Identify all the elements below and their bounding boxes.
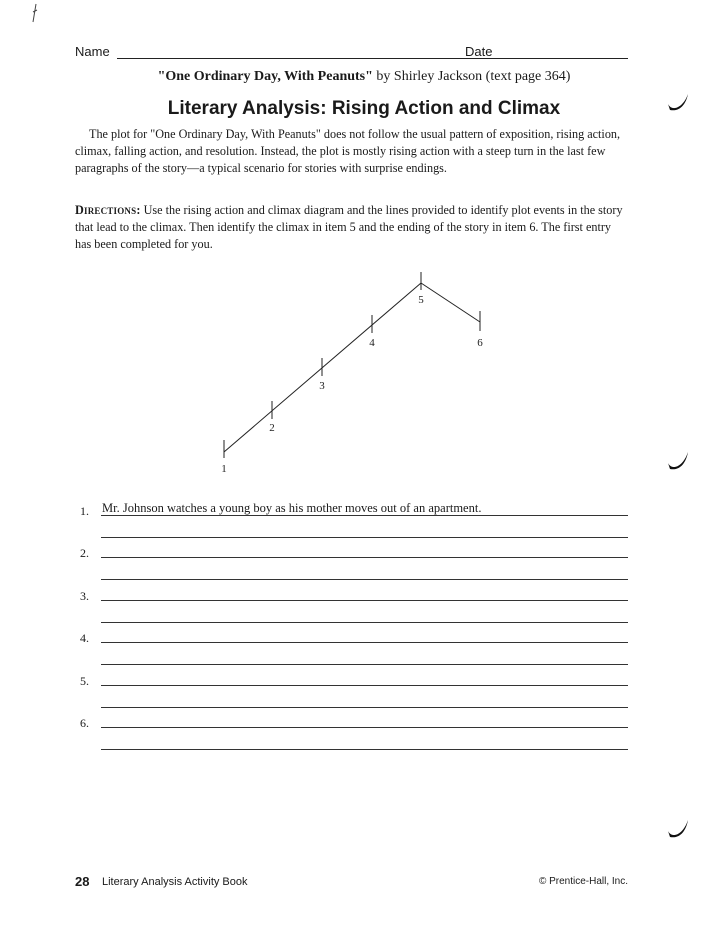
date-label: Date	[465, 44, 493, 59]
entry-number-6: 6.	[80, 716, 89, 730]
point-label-5: 5	[418, 294, 424, 306]
binder-hole-mark-2	[668, 452, 688, 469]
point-label-3: 3	[319, 380, 325, 392]
binder-hole-mark-1	[668, 94, 688, 110]
point-label-1: 1	[221, 463, 227, 475]
point-label-6: 6	[477, 337, 483, 349]
directions-label: Directions:	[75, 203, 141, 217]
point-label-2: 2	[269, 422, 275, 434]
name-label: Name	[75, 44, 110, 59]
entry-number-4: 4.	[80, 631, 89, 645]
intro-paragraph: The plot for "One Ordinary Day, With Peanuts" does not follow the usual pattern of exposition, rising action, climax, falling action, and resolution. Instead, the plot is mostly rising action with a steep turn in the last few paragraphs of the story—a typical scenario for stories with surprise endings.	[75, 127, 621, 175]
pencil-mark	[33, 4, 37, 22]
story-title: "One Ordinary Day, With Peanuts"	[157, 69, 373, 84]
directions-text: Use the rising action and climax diagram and the lines provided to identify plot events in the story that lead to the climax. Then identify the climax in item 5 and the ending of the story in item 6. The first entry has been completed for you.	[75, 203, 623, 251]
entry-number-1: 1.	[80, 504, 89, 518]
entry-text-1: Mr. Johnson watches a young boy as his mother moves out of an apartment.	[102, 501, 482, 515]
page-title: Literary Analysis: Rising Action and Climax	[167, 98, 561, 119]
binder-hole-mark-3	[668, 820, 688, 837]
footer-book-title: Literary Analysis Activity Book	[102, 876, 248, 888]
point-label-4: 4	[369, 337, 375, 349]
story-byline: by Shirley Jackson (text page 364)	[376, 69, 571, 84]
footer-copyright: © Prentice-Hall, Inc.	[538, 876, 628, 887]
entry-number-3: 3.	[80, 589, 89, 603]
entry-number-2: 2.	[80, 546, 89, 560]
footer-page-number: 28	[75, 874, 90, 889]
entry-number-5: 5.	[80, 674, 89, 688]
